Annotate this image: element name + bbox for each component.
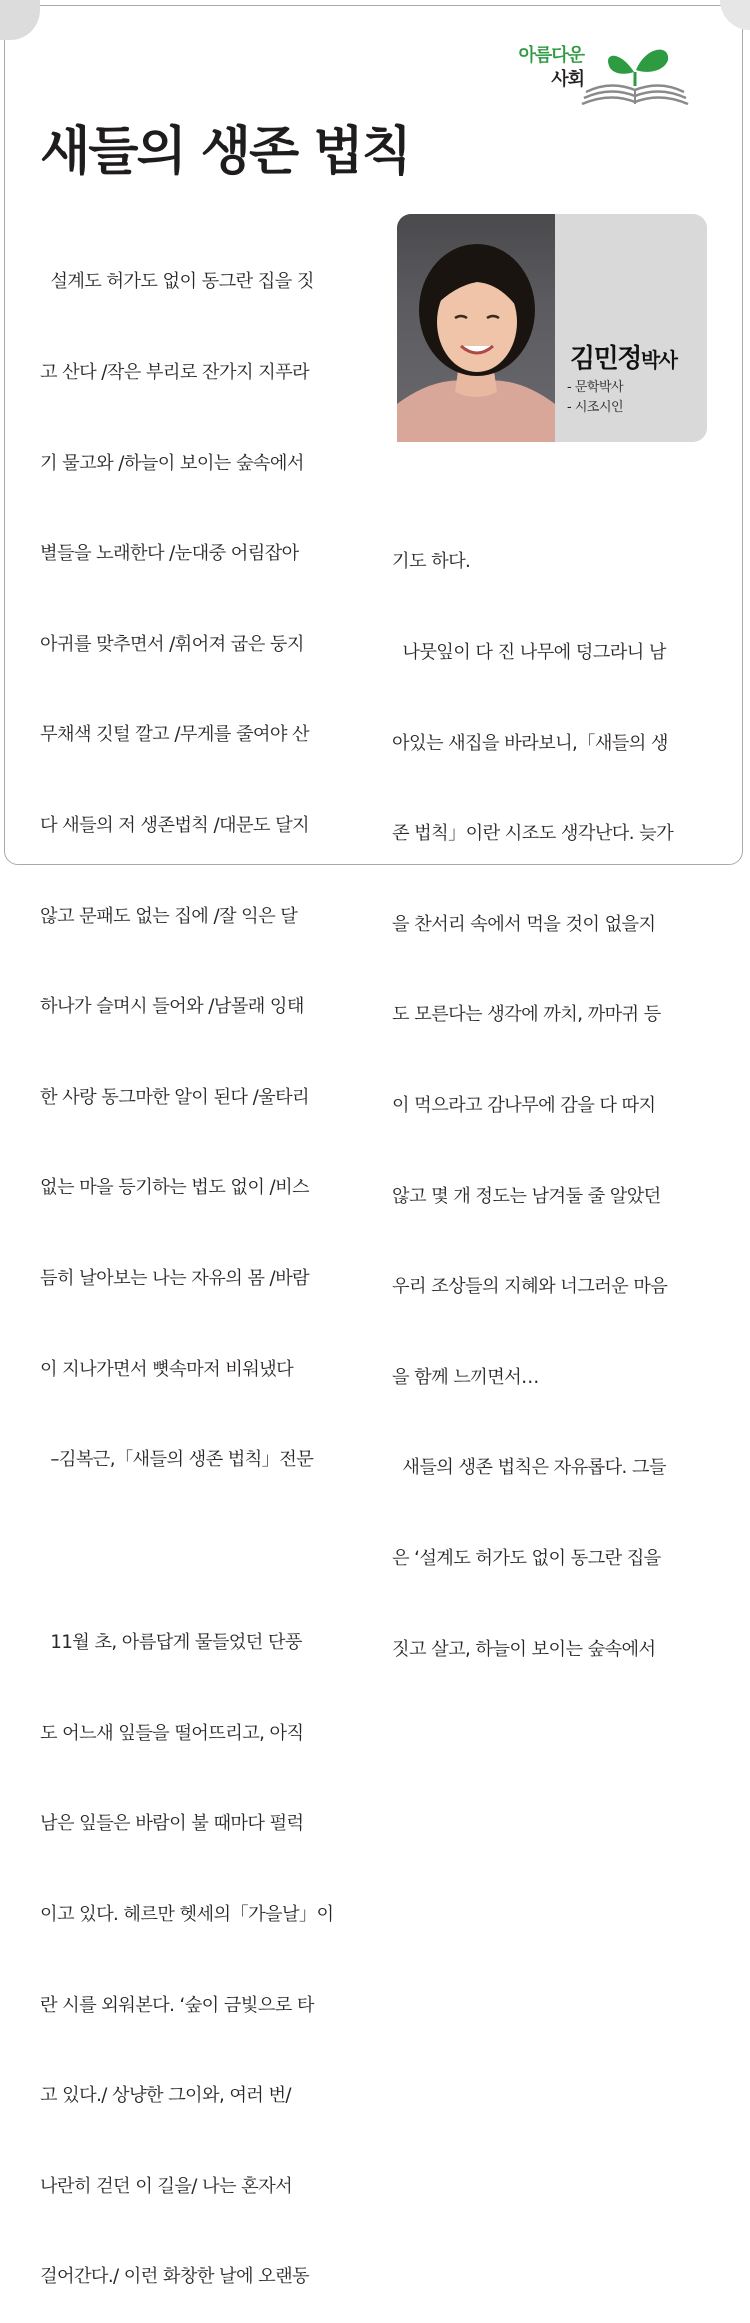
author-name-suffix: 박사 (640, 348, 677, 372)
text-line: 은 ‘설계도 허가도 없이 동그란 집을 (392, 1547, 661, 1569)
text-line: 고 산다 /작은 부리로 잔가지 지푸라 (40, 362, 310, 383)
article-title: 새들의 생존 법칙 (40, 121, 410, 182)
section-label (494, 44, 584, 92)
author-name (570, 338, 677, 375)
text-line: 하나가 슬며시 들어와 /남몰래 잉태 (40, 996, 304, 1018)
author-photo (397, 214, 555, 442)
text-line: 11월 초, 아름답게 물들었던 단풍 (40, 1632, 302, 1654)
text-line: 별들을 노래한다 /눈대중 어림잡아 (40, 543, 299, 565)
text-line: 듬히 날아보는 나는 자유의 몸 /바람 (40, 1267, 310, 1289)
text-line: 이 지나가면서 뼛속마저 비워냈다 (40, 1358, 294, 1380)
section-label-line2: 사회 (551, 69, 584, 90)
text-line: 을 찬서리 속에서 먹을 것이 없을지 (392, 913, 656, 935)
text-line: 남은 잎들은 바람이 불 때마다 펄럭 (40, 1813, 304, 1835)
text-line: 이 먹으라고 감나무에 감을 다 따지 (392, 1094, 656, 1116)
text-line: 존 법칙」이란 시조도 생각난다. 늦가 (392, 823, 674, 845)
text-line: 우리 조상들의 지혜와 너그러운 마음 (392, 1276, 668, 1298)
text-line: 기 물고와 /하늘이 보이는 숲속에서 (40, 452, 304, 474)
text-line: 도 모른다는 생각에 까치, 까마귀 등 (392, 1004, 661, 1026)
section-label-line1: 아름다운 (518, 45, 584, 66)
text-line: 아있는 새집을 바라보니,「새들의 생 (392, 732, 668, 754)
text-line: 기도 하다. (392, 551, 471, 573)
author-name-text: 김민정 (570, 344, 641, 374)
text-line: 도 어느새 잎들을 떨어뜨리고, 아직 (40, 1722, 304, 1744)
right-column (392, 487, 722, 1695)
text-line: 한 사랑 동그마한 알이 된다 /울타리 (40, 1086, 310, 1108)
text-line: 란 시를 외워본다. ‘숲이 금빛으로 타 (40, 1994, 314, 2016)
text-line: 아귀를 맞추면서 /휘어져 굽은 둥지 (40, 633, 304, 655)
text-line: 이고 있다. 헤르만 헷세의「가을날」이 (40, 1903, 334, 1925)
text-line: 않고 문패도 없는 집에 /잘 익은 달 (40, 905, 298, 927)
text-line: 설계도 허가도 없이 동그란 집을 짓 (40, 271, 314, 293)
text-line: 나란히 걷던 이 길을/ 나는 혼자서 (40, 2175, 293, 2197)
text-line: 을 함께 느끼면서… (392, 1366, 539, 1388)
text-line: 않고 몇 개 정도는 남겨둘 줄 알았던 (392, 1185, 661, 1207)
author-role: - 문학박사 (567, 380, 624, 395)
text-line: 짓고 살고, 하늘이 보이는 숲속에서 (392, 1638, 656, 1660)
author-profile (397, 214, 707, 442)
author-role: - 시조시인 (567, 400, 624, 415)
text-line: 고 있다./ 상냥한 그이와, 여러 번/ (40, 2085, 291, 2107)
text-line: 없는 마을 등기하는 법도 없이 /비스 (40, 1177, 310, 1199)
text-line: 나뭇잎이 다 진 나무에 덩그라니 남 (392, 642, 666, 663)
text-line: 걸어간다./ 이런 화창한 날에 오랜동 (40, 2266, 310, 2288)
text-line: 다 새들의 저 생존법칙 /대문도 달지 (40, 814, 310, 836)
text-line: 무채색 깃털 깔고 /무게를 줄여야 산 (40, 724, 310, 746)
text-line: 새들의 생존 법칙은 자유롭다. 그들 (392, 1457, 666, 1479)
left-column (40, 207, 370, 2323)
book-sprout-icon (580, 42, 690, 108)
paragraph-gap (40, 1536, 370, 1568)
poem-attribution: –김복근,「새들의 생존 법칙」전문 (40, 1449, 314, 1471)
